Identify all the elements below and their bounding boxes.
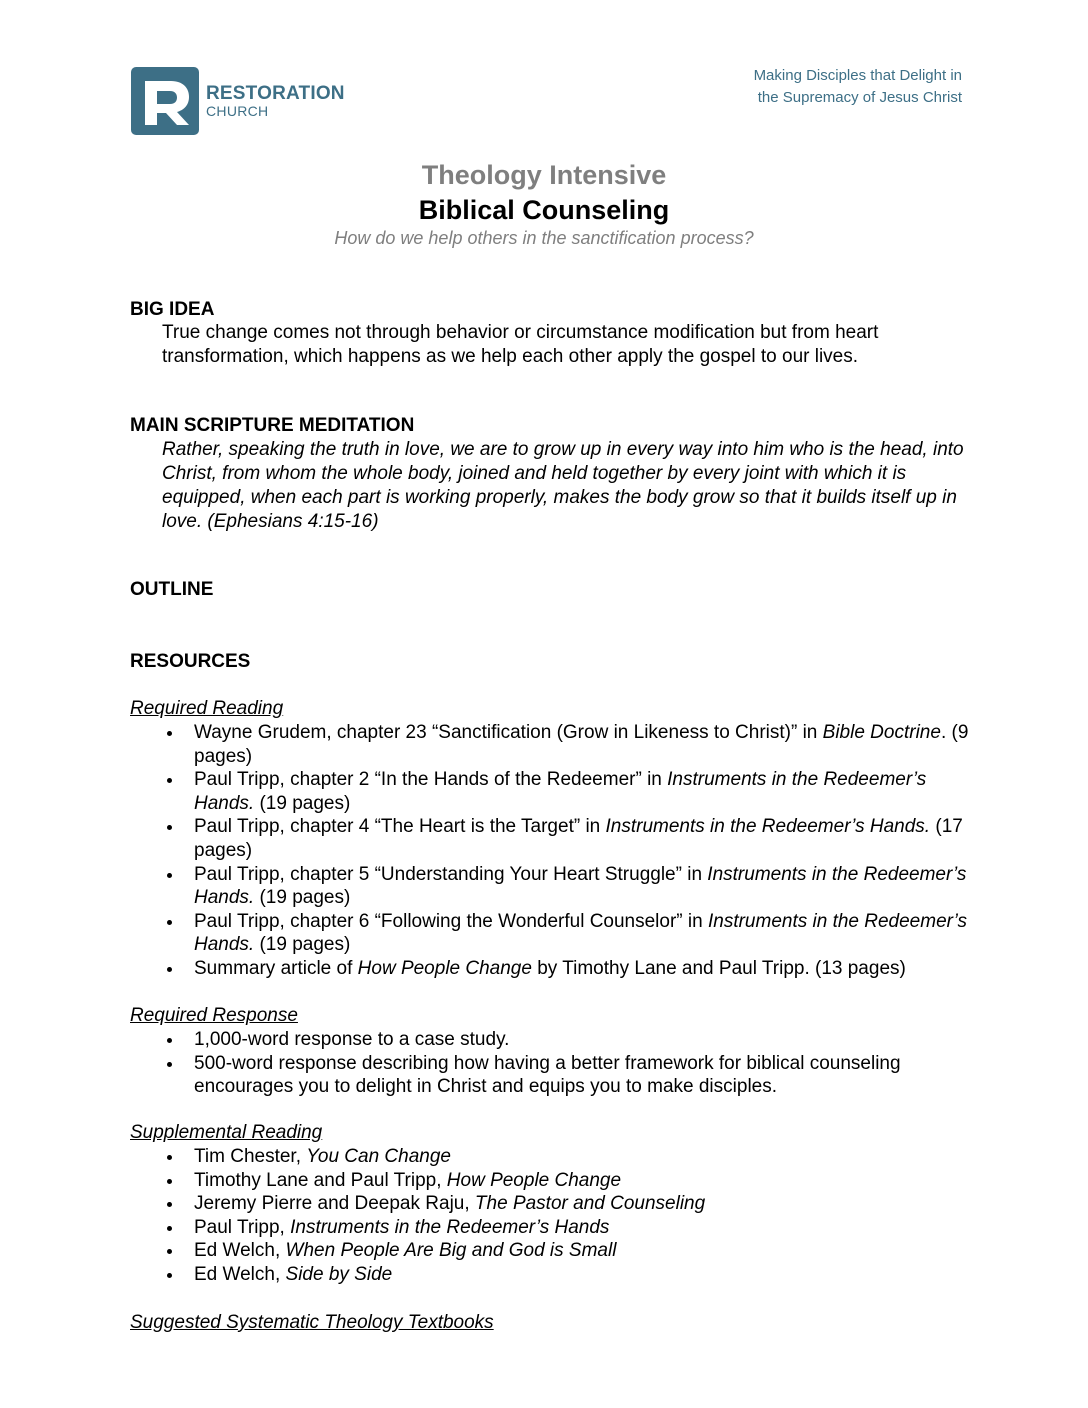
list-item-post: (19 pages) (254, 887, 351, 909)
required-response-label: Required Response (130, 1005, 298, 1026)
required-response-list (130, 1028, 970, 1099)
list-item-book: Side by Side (285, 1263, 393, 1285)
list-item (130, 1192, 970, 1216)
scripture-text (130, 438, 970, 534)
tagline-line-1: Making Disciples that Delight in (753, 67, 962, 84)
resources-heading: RESOURCES (130, 651, 251, 672)
bullet-icon (167, 1226, 172, 1231)
list-item (130, 768, 970, 815)
list-item (130, 1028, 970, 1052)
list-item (130, 1216, 970, 1240)
list-item (130, 1263, 970, 1287)
bullet-icon (167, 731, 172, 736)
list-item-book: Instruments in the Redeemer’s Hands. (194, 910, 968, 956)
list-item-book: Instruments in the Redeemer’s Hands. (194, 769, 927, 814)
church-logo (131, 67, 345, 135)
list-item-pre: Paul Tripp, chapter 5 “Understanding Your Heart Struggle” in (194, 863, 708, 885)
big-idea-heading: BIG IDEA (130, 299, 215, 320)
course-title: Biblical Counseling (418, 195, 670, 225)
list-item-post: . (9 pages) (194, 722, 969, 767)
list-item-pre: Ed Welch, (194, 1240, 286, 1262)
scripture-heading: MAIN SCRIPTURE MEDITATION (130, 415, 415, 436)
required-reading-list (130, 721, 970, 981)
bullet-icon (167, 1202, 172, 1207)
supplemental-reading-list (130, 1145, 970, 1287)
bullet-icon (167, 967, 172, 972)
list-item-post: (19 pages) (254, 934, 351, 956)
list-item-pre: Timothy Lane and Paul Tripp, (194, 1169, 447, 1191)
list-item (130, 1052, 970, 1099)
bullet-icon (167, 1249, 172, 1254)
supplemental-reading-label: Supplemental Reading (130, 1122, 323, 1143)
big-idea-paragraph: True change comes not through behavior or circumstance modification but from heart transformation, which happens as we help each other apply the gospel to our lives. (162, 322, 879, 367)
scripture-paragraph: Rather, speaking the truth in love, we are to grow up in every way into him who is the head, into Christ, from whom the whole body, joined and held together by every joint with which it is equipped, when each part is working properly, makes the body grow so that it builds itself up in love. (Ephesians 4:15-16) (162, 439, 964, 532)
list-item-pre: Summary article of (194, 957, 358, 979)
list-item-post: by Timothy Lane and Paul Tripp. (13 pages) (531, 957, 906, 979)
list-item-book: Instruments in the Redeemer’s Hands (290, 1216, 610, 1238)
list-item-book: How People Change (446, 1169, 622, 1191)
bullet-icon (167, 778, 172, 783)
list-item-pre: Wayne Grudem, chapter 23 “Sanctification (Grow in Likeness to Christ)” in (194, 722, 823, 743)
list-item (130, 1239, 970, 1263)
list-item (130, 721, 970, 768)
list-item-pre: Paul Tripp, chapter 2 “In the Hands of the Redeemer” in (194, 769, 668, 791)
bullet-icon (167, 1273, 172, 1278)
bullet-icon (167, 1179, 172, 1184)
list-item-book: Instruments in the Redeemer’s Hands. (605, 816, 931, 838)
list-item (130, 863, 970, 910)
list-item-book: The Pastor and Counseling (474, 1193, 706, 1215)
list-item-book: Bible Doctrine (822, 722, 941, 743)
big-idea-text (130, 321, 930, 369)
bullet-icon (167, 873, 172, 878)
list-item (130, 957, 970, 981)
list-item (130, 815, 970, 862)
tagline (662, 65, 962, 109)
list-item-pre: Paul Tripp, chapter 6 “Following the Wonderful Counselor” in (194, 910, 708, 932)
list-item-post: (17 pages) (194, 816, 963, 861)
bullet-icon (167, 1062, 172, 1067)
logo-wordmark-church: CHURCH (206, 103, 269, 119)
bullet-icon (167, 1038, 172, 1043)
list-item-book: Instruments in the Redeemer’s Hands. (194, 863, 967, 909)
bullet-icon (167, 1155, 172, 1160)
restoration-r-icon (131, 67, 199, 135)
bullet-icon (167, 825, 172, 830)
title-block (0, 158, 1088, 249)
course-supertitle: Theology Intensive (421, 160, 667, 190)
list-item-pre: Paul Tripp, (194, 1216, 291, 1238)
list-item-pre: Paul Tripp, chapter 4 “The Heart is the Target” in (194, 816, 606, 838)
textbooks-label: Suggested Systematic Theology Textbooks (130, 1312, 494, 1333)
list-item-pre: Tim Chester, (194, 1146, 307, 1167)
course-subtitle: How do we help others in the sanctification process? (334, 228, 754, 248)
required-reading-label: Required Reading (130, 698, 284, 719)
list-item-pre: Jeremy Pierre and Deepak Raju, (194, 1193, 475, 1215)
logo-wordmark-restoration: RESTORATION (206, 83, 345, 104)
outline-heading: OUTLINE (130, 579, 214, 600)
list-item-pre: 1,000-word response to a case study. (194, 1029, 510, 1050)
list-item-book: How People Change (357, 957, 532, 979)
bullet-icon (167, 920, 172, 925)
list-item (130, 910, 970, 957)
list-item (130, 1145, 970, 1169)
list-item-book: You Can Change (306, 1146, 451, 1167)
list-item-pre: Ed Welch, (194, 1263, 286, 1285)
list-item (130, 1169, 970, 1193)
list-item-post: (19 pages) (254, 792, 351, 814)
list-item-pre: 500-word response describing how having a better framework for biblical counseling encourages you to delight in Christ and equips you to make disciples. (194, 1052, 901, 1098)
tagline-line-2: the Supremacy of Jesus Christ (757, 89, 962, 106)
list-item-book: When People Are Big and God is Small (285, 1240, 617, 1262)
